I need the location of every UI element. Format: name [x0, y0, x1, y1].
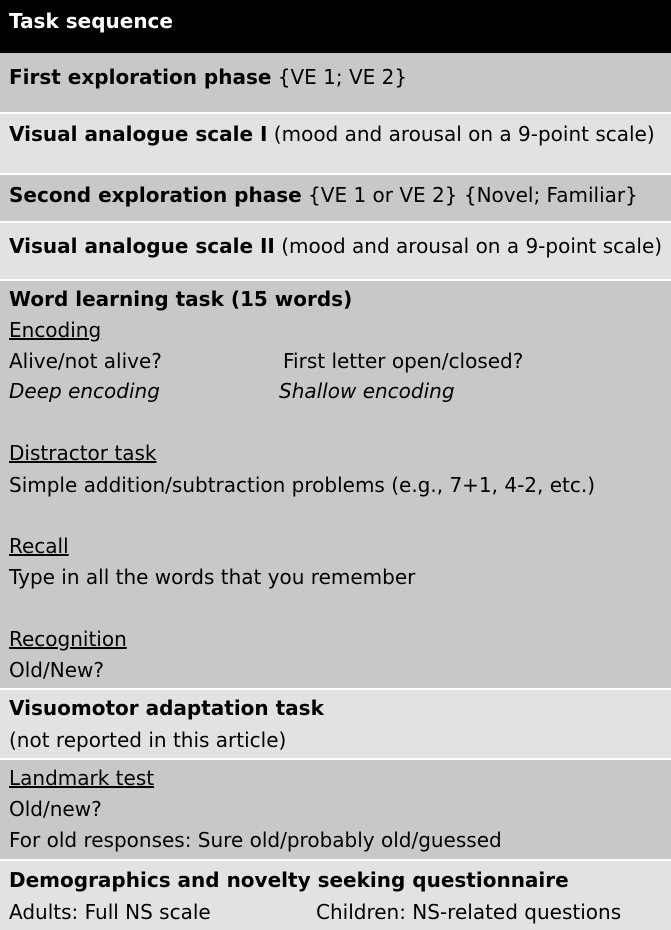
second-exploration-conditions: {VE 1 or VE 2} {Novel; Familiar}	[301, 183, 638, 207]
vas1-title: Visual analogue scale I	[9, 122, 268, 146]
row-vas-1	[0, 114, 671, 173]
row-word-learning	[0, 281, 671, 688]
recognition-label: Recognition	[9, 627, 127, 651]
row-demographics	[0, 861, 671, 930]
first-exploration-conditions: {VE 1; VE 2}	[271, 65, 408, 89]
recall-label: Recall	[9, 534, 69, 558]
landmark-label: Landmark test	[9, 766, 155, 790]
row-landmark	[0, 760, 671, 859]
landmark-detail: For old responses: Sure old/probably old/guessed	[9, 828, 502, 852]
distractor-label: Distractor task	[9, 441, 157, 465]
recognition-text: Old/New?	[9, 658, 104, 682]
word-task-title: Word learning task (15 words)	[9, 287, 353, 311]
demographics-adults: Adults: Full NS scale	[9, 900, 211, 924]
demographics-children: Children: NS-related questions	[316, 900, 622, 924]
vas1-desc: (mood and arousal on a 9-point scale)	[267, 122, 655, 146]
row-second-exploration	[0, 175, 671, 221]
vas2-title: Visual analogue scale II	[9, 234, 275, 258]
deep-encoding-label: Deep encoding	[9, 379, 160, 403]
deep-question: Alive/not alive?	[9, 349, 162, 373]
row-visuomotor	[0, 690, 671, 758]
row-vas-2	[0, 223, 671, 279]
row-first-exploration	[0, 53, 671, 113]
landmark-question: Old/new?	[9, 797, 102, 821]
recall-text: Type in all the words that you remember	[9, 565, 416, 589]
table-header	[0, 0, 671, 53]
visuomotor-note: (not reported in this article)	[9, 728, 287, 752]
header-title: Task sequence	[9, 9, 173, 33]
second-exploration-title: Second exploration phase	[9, 183, 302, 207]
distractor-text: Simple addition/subtraction problems (e.g., 7+1, 4-2, etc.)	[9, 473, 596, 497]
first-exploration-title: First exploration phase	[9, 65, 272, 89]
shallow-encoding-label: Shallow encoding	[279, 379, 455, 403]
visuomotor-title: Visuomotor adaptation task	[9, 696, 324, 720]
shallow-question: First letter open/closed?	[283, 349, 524, 373]
demographics-title: Demographics and novelty seeking questionnaire	[9, 868, 569, 892]
vas2-desc: (mood and arousal on a 9-point scale)	[274, 234, 663, 258]
encoding-label: Encoding	[9, 318, 102, 342]
